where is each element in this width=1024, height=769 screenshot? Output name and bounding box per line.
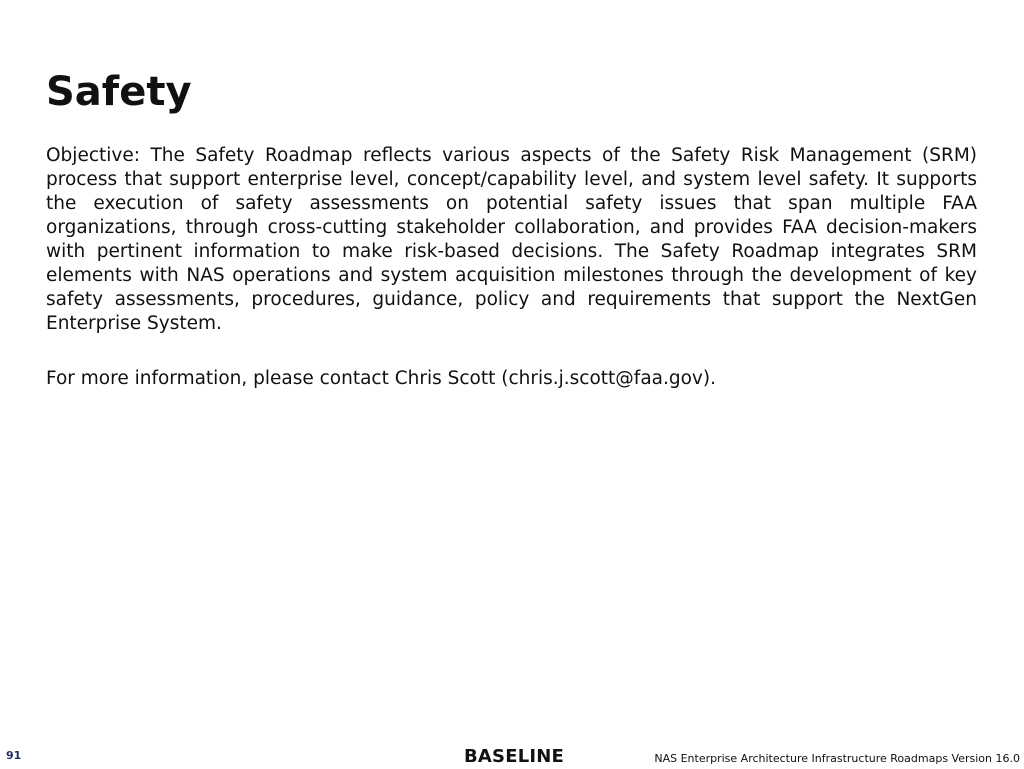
baseline-label: BASELINE	[464, 746, 565, 767]
objective-paragraph: Objective: The Safety Roadmap reflects various aspects of the Safety Risk Management (SRM) process that support enterprise level, concept/capability level, and system level safety. It supports the execution of safety assessments on potential safety issues that span multiple FAA organizations, through cross-cutting stakeholder collaboration, and provides FAA decision-makers with pertinent information to make risk-based decisions. The Safety Roadmap integrates SRM elements with NAS operations and system acquisition milestones through the development of key safety assessments, procedures, guidance, policy and requirements that support the NextGen Enterprise System.	[46, 145, 977, 334]
document-version: NAS Enterprise Architecture Infrastructure Roadmaps Version 16.0	[654, 752, 1020, 765]
contact-paragraph: For more information, please contact Chris Scott (chris.j.scott@faa.gov).	[46, 368, 716, 389]
page-number: 91	[6, 749, 22, 762]
page-title: Safety	[46, 69, 192, 115]
